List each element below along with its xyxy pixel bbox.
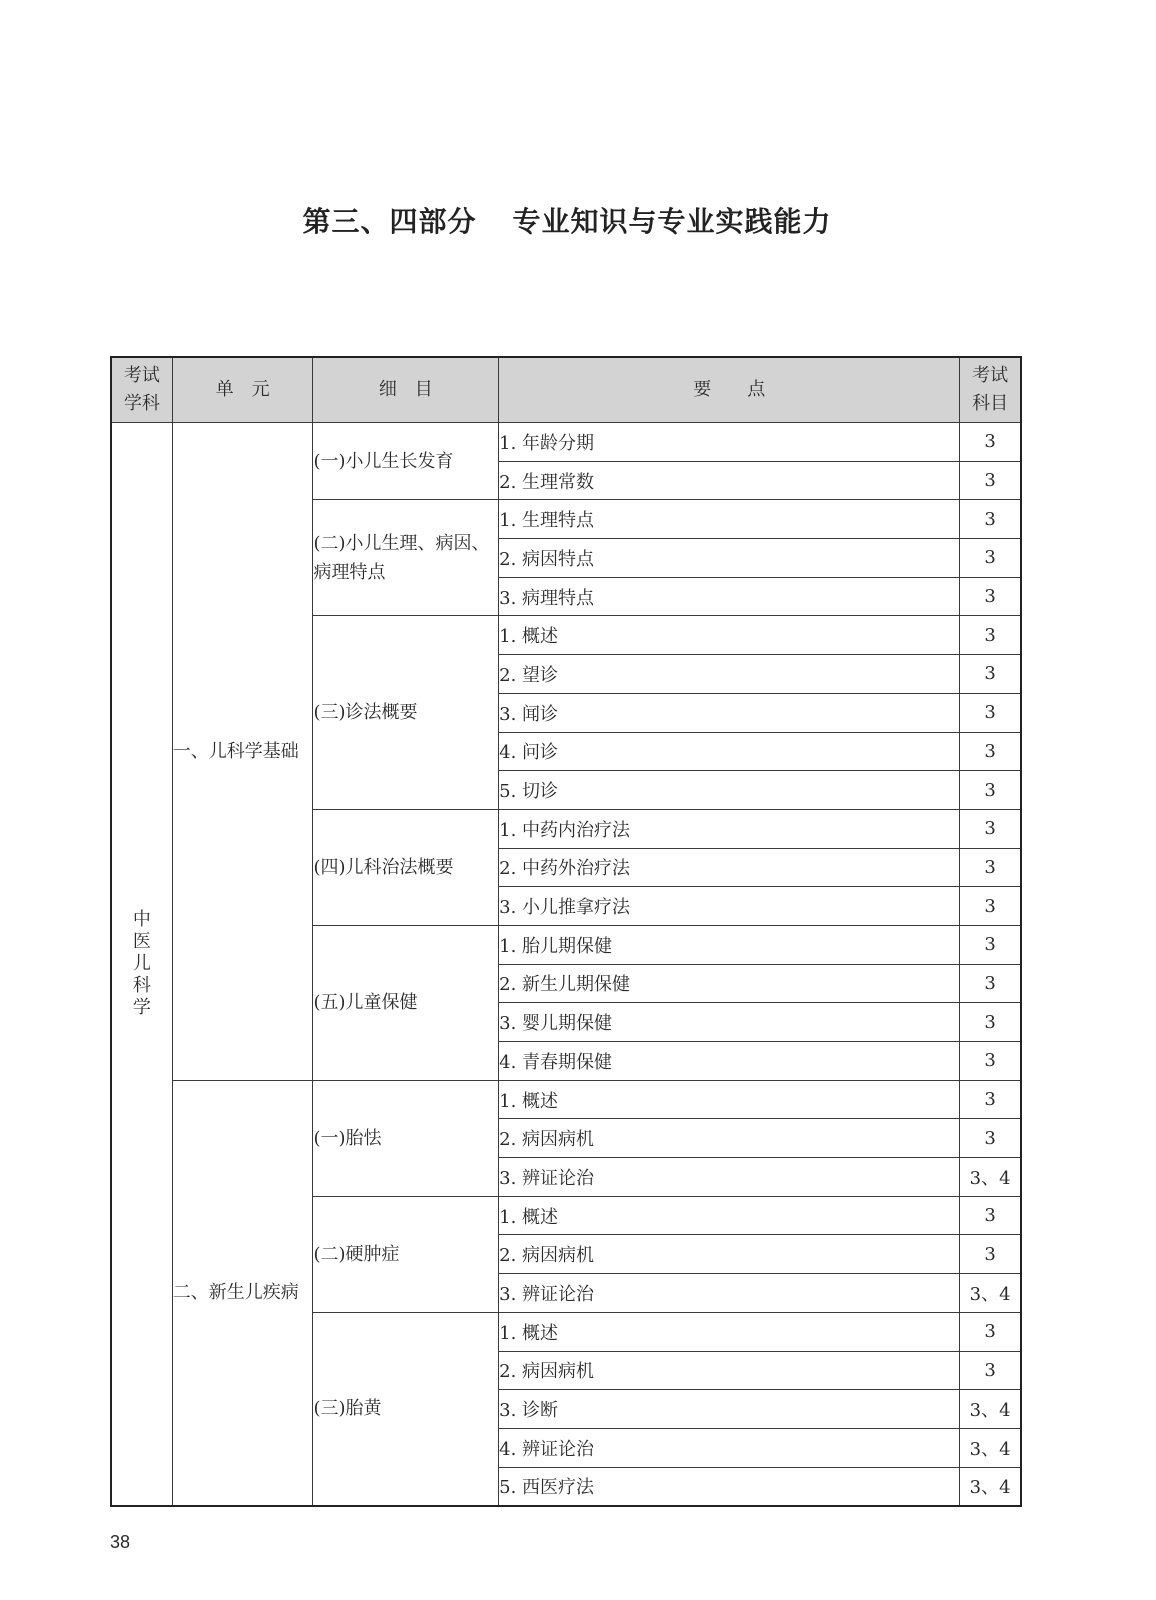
point-cell: 5. 切诊: [499, 771, 960, 810]
header-point: 要 点: [499, 357, 960, 423]
exam-subject-cell: 3、4: [960, 1467, 1021, 1506]
exam-subject-cell: 3: [960, 1312, 1021, 1351]
exam-subject-cell: 3: [960, 500, 1021, 539]
exam-subject-cell: 3: [960, 461, 1021, 500]
point-cell: 1. 概述: [499, 1196, 960, 1235]
point-cell: 2. 望诊: [499, 655, 960, 694]
exam-subject-cell: 3: [960, 1119, 1021, 1158]
exam-subject-cell: 3、4: [960, 1274, 1021, 1313]
exam-subject-cell: 3: [960, 423, 1021, 462]
point-cell: 2. 病因病机: [499, 1235, 960, 1274]
exam-subject-cell: 3: [960, 693, 1021, 732]
exam-subject-cell: 3: [960, 771, 1021, 810]
subject-cell: [111, 423, 172, 1506]
unit-cell: 一、儿科学基础: [172, 423, 313, 1081]
point-cell: 2. 中药外治疗法: [499, 848, 960, 887]
exam-subject-cell: 3: [960, 1080, 1021, 1119]
subject-label: 中医儿科学: [132, 908, 151, 1018]
header-detail: 细 目: [313, 357, 499, 423]
detail-cell: (四)儿科治法概要: [313, 809, 499, 925]
point-cell: 3. 诊断: [499, 1390, 960, 1429]
table-body: [111, 423, 1021, 1506]
detail-cell: (三)诊法概要: [313, 616, 499, 809]
exam-subject-cell: 3: [960, 732, 1021, 771]
exam-outline-table: [110, 356, 1022, 1507]
table-row: [111, 423, 1021, 462]
point-cell: 2. 病因病机: [499, 1119, 960, 1158]
exam-subject-cell: 3: [960, 1003, 1021, 1042]
title-subject: 专业知识与专业实践能力: [512, 205, 832, 238]
point-cell: 1. 概述: [499, 1080, 960, 1119]
point-cell: 3. 小儿推拿疗法: [499, 887, 960, 926]
page-title: [0, 200, 1134, 240]
header-unit: 单 元: [172, 357, 313, 423]
detail-cell: (三)胎黄: [313, 1312, 499, 1505]
point-cell: 4. 问诊: [499, 732, 960, 771]
point-cell: 2. 新生儿期保健: [499, 964, 960, 1003]
detail-cell: (二)硬肿症: [313, 1196, 499, 1312]
point-cell: 5. 西医疗法: [499, 1467, 960, 1506]
point-cell: 4. 青春期保健: [499, 1042, 960, 1081]
point-cell: 3. 婴儿期保健: [499, 1003, 960, 1042]
point-cell: 3. 病理特点: [499, 577, 960, 616]
point-cell: 2. 生理常数: [499, 461, 960, 500]
table-row: [111, 1080, 1021, 1119]
point-cell: 1. 胎儿期保健: [499, 925, 960, 964]
point-cell: 2. 病因特点: [499, 539, 960, 578]
header-row: [111, 357, 1021, 423]
header-subject: 考试 学科: [111, 357, 172, 423]
point-cell: 1. 年龄分期: [499, 423, 960, 462]
exam-subject-cell: 3: [960, 887, 1021, 926]
header-exam: 考试 科目: [960, 357, 1021, 423]
point-cell: 1. 概述: [499, 1312, 960, 1351]
detail-cell: (一)小儿生长发育: [313, 423, 499, 500]
exam-subject-cell: 3: [960, 577, 1021, 616]
point-cell: 1. 中药内治疗法: [499, 809, 960, 848]
detail-cell: (五)儿童保健: [313, 925, 499, 1080]
exam-subject-cell: 3: [960, 616, 1021, 655]
page-number: 38: [110, 1532, 131, 1552]
exam-subject-cell: 3: [960, 809, 1021, 848]
point-cell: 3. 辨证论治: [499, 1158, 960, 1197]
point-cell: 1. 概述: [499, 616, 960, 655]
point-cell: 3. 闻诊: [499, 693, 960, 732]
exam-subject-cell: 3: [960, 1042, 1021, 1081]
title-part: 第三、四部分: [302, 205, 477, 238]
point-cell: 2. 病因病机: [499, 1351, 960, 1390]
exam-subject-cell: 3: [960, 655, 1021, 694]
exam-subject-cell: 3、4: [960, 1390, 1021, 1429]
point-cell: 1. 生理特点: [499, 500, 960, 539]
exam-subject-cell: 3、4: [960, 1158, 1021, 1197]
exam-subject-cell: 3: [960, 848, 1021, 887]
point-cell: 4. 辨证论治: [499, 1428, 960, 1467]
exam-subject-cell: 3: [960, 964, 1021, 1003]
unit-cell: 二、新生儿疾病: [172, 1080, 313, 1506]
exam-subject-cell: 3: [960, 1196, 1021, 1235]
detail-cell: (二)小儿生理、病因、病理特点: [313, 500, 499, 616]
exam-subject-cell: 3、4: [960, 1428, 1021, 1467]
exam-subject-cell: 3: [960, 1235, 1021, 1274]
exam-subject-cell: 3: [960, 1351, 1021, 1390]
exam-subject-cell: 3: [960, 539, 1021, 578]
point-cell: 3. 辨证论治: [499, 1274, 960, 1313]
detail-cell: (一)胎怯: [313, 1080, 499, 1196]
exam-subject-cell: 3: [960, 925, 1021, 964]
